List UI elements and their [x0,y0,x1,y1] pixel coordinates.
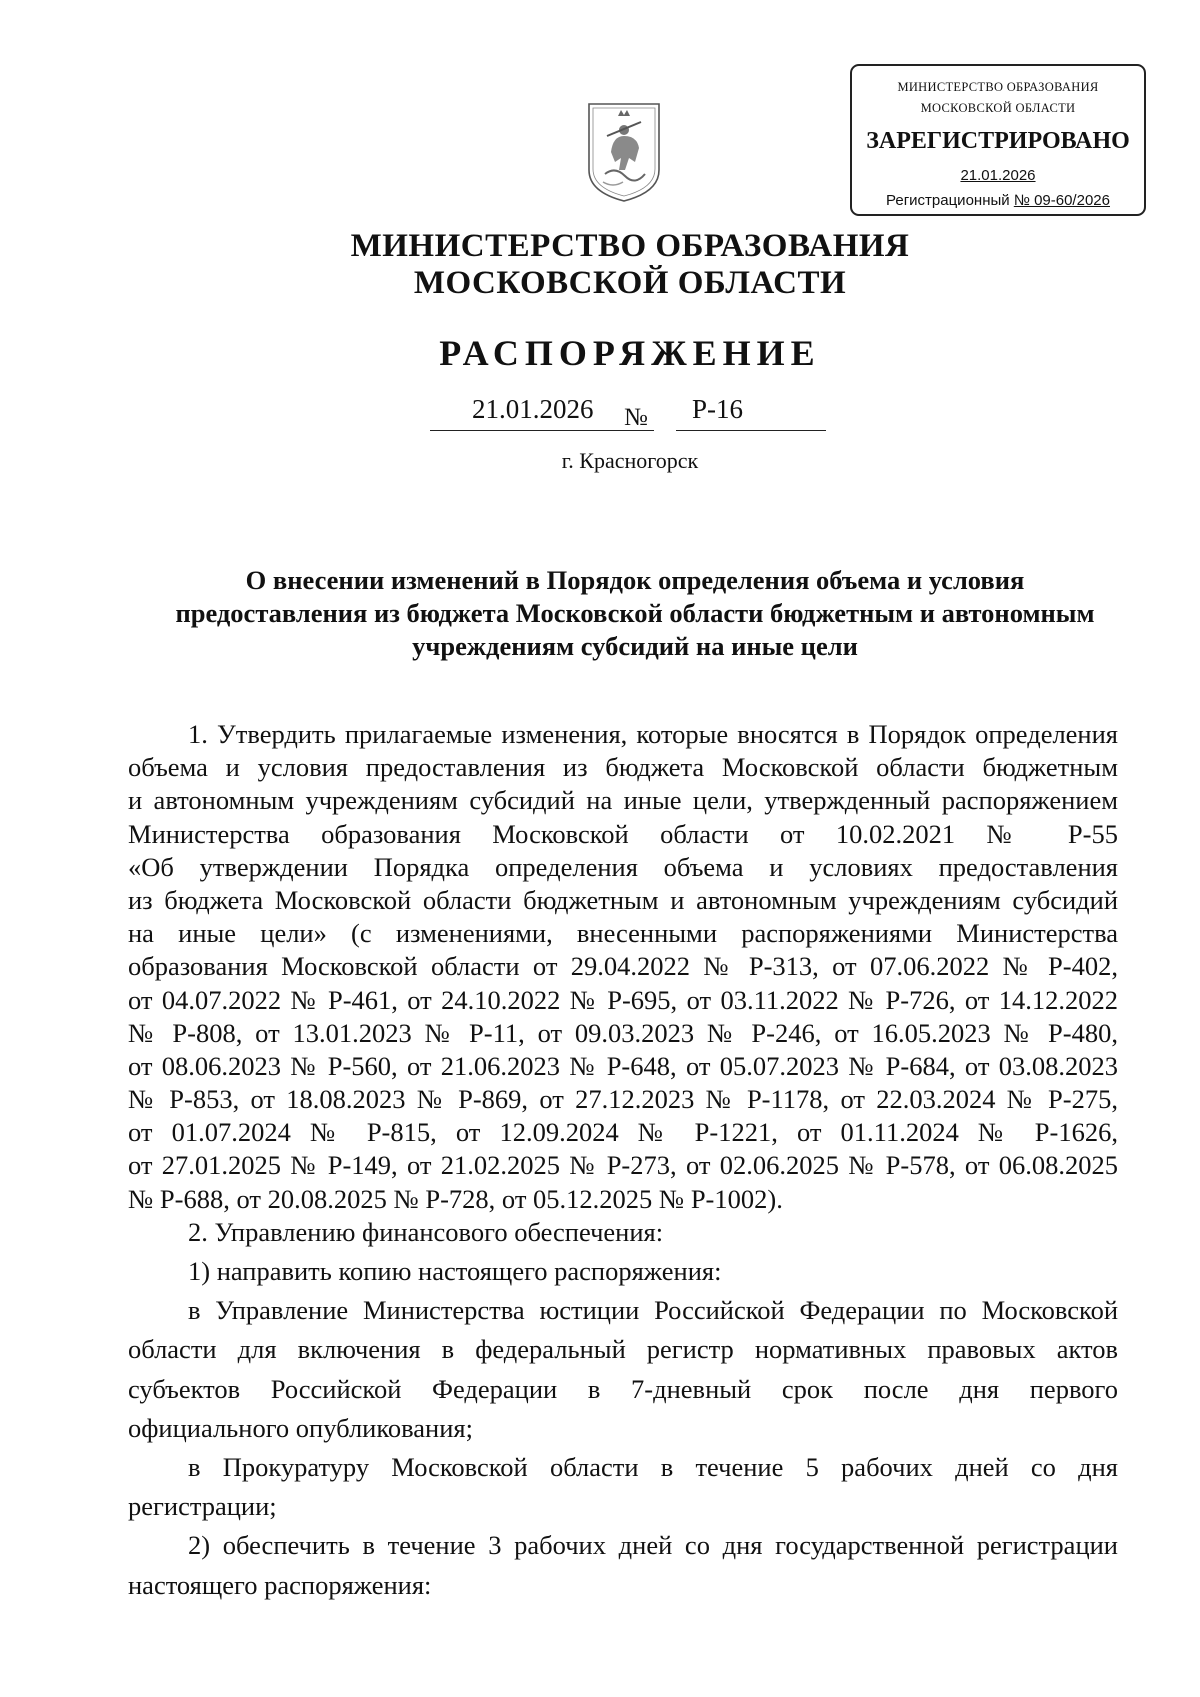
stamp-org-line1: МИНИСТЕРСТВО ОБРАЗОВАНИЯ [897,80,1099,94]
paragraph-1-line: от 27.01.2025 № Р-149, от 21.02.2025 № Р-273, от 02.06.2025 № Р-578, от 06.08.2025 [128,1150,1118,1181]
stamp-reg-label: Регистрационный [886,192,1014,209]
title-line: О внесении изменений в Порядок определения объема и условия [245,565,1025,595]
paragraph-4-line: области для включения в федеральный регистр нормативных правовых актов [128,1334,1118,1365]
paragraph-1-line: и автономным учреждениям субсидий на иные цели, утвержденный распоряжением [128,785,1118,816]
paragraph-1-line: № Р-688, от 20.08.2025 № Р-728, от 05.12.2025 № Р-1002). [128,1183,783,1214]
paragraph-5-line: в Прокуратуру Московской области в течение 5 рабочих дней со дня [188,1451,1118,1482]
document-type: РАСПОРЯЖЕНИЕ [439,333,821,373]
document-body [128,718,1118,1602]
registration-stamp [850,64,1146,216]
org-name-line1: МИНИСТЕРСТВО ОБРАЗОВАНИЯ [350,228,910,264]
paragraph-1-line: «Об утверждении Порядка определения объема и условиях предоставления [128,851,1118,882]
paragraph-1-line: от 04.07.2022 № Р-461, от 24.10.2022 № Р-695, от 03.11.2022 № Р-726, от 14.12.2022 [128,984,1118,1015]
coat-of-arms-icon [585,100,663,204]
paragraph-4-line: в Управление Министерства юстиции Российской Федерации по Московской [188,1295,1118,1326]
paragraph-1-line: 1. Утвердить прилагаемые изменения, которые вносятся в Порядок определения [188,719,1118,749]
document-title [145,564,1125,663]
document-number-field [676,390,826,431]
paragraph-1-line: из бюджета Московской области бюджетным и автономным учреждениям субсидий [128,884,1118,915]
stamp-date: 21.01.2026 [960,167,1036,184]
paragraph-6-line: 2) обеспечить в течение 3 рабочих дней со дня государственной регистрации [188,1530,1118,1561]
paragraph-4-line: субъектов Российской Федерации в 7-дневный срок после дня первого [128,1373,1118,1404]
paragraph-5-line: регистрации; [128,1491,277,1522]
stamp-org-line2: МОСКОВСКОЙ ОБЛАСТИ [920,101,1076,115]
paragraph-4-line: официального опубликования; [128,1412,473,1443]
title-line: предоставления из бюджета Московской области бюджетным и автономным [175,598,1095,628]
title-line: учреждениям субсидий на иные цели [412,631,858,661]
paragraph-6-line: настоящего распоряжения: [128,1569,432,1600]
paragraph-2: 2. Управлению финансового обеспечения: [188,1216,664,1247]
number-sign: № [624,404,648,431]
document-number: Р-16 [692,394,744,424]
org-name-line2: МОСКОВСКОЙ ОБЛАСТИ [413,265,847,301]
paragraph-1-line: на иные цели» (с изменениями, внесенными распоряжениями Министерства [128,918,1118,949]
document-date-field [430,390,654,431]
paragraph-1-line: № Р-853, от 18.08.2023 № Р-869, от 27.12.2023 № Р-1178, от 22.03.2024 № Р-275, [128,1084,1118,1115]
city: г. Красногорск [561,448,699,473]
paragraph-1-line: образования Московской области от 29.04.2022 № Р-313, от 07.06.2022 № Р-402, [128,951,1118,982]
document-date: 21.01.2026 [472,394,594,424]
paragraph-1-line: от 01.07.2024 № Р-815, от 12.09.2024 № Р-1221, от 01.11.2024 № Р-1626, [128,1117,1118,1148]
paragraph-3: 1) направить копию настоящего распоряжения: [188,1256,722,1286]
paragraph-1-line: объема и условия предоставления из бюджета Московской области бюджетным [128,752,1118,783]
stamp-reg-number: № 09-60/2026 [1013,192,1110,209]
paragraph-1-line: от 08.06.2023 № Р-560, от 21.06.2023 № Р-648, от 05.07.2023 № Р-684, от 03.08.2023 [128,1050,1118,1081]
paragraph-1-line: Министерства образования Московской области от 10.02.2021 № Р-55 [128,818,1118,849]
paragraph-1-line: № Р-808, от 13.01.2023 № Р-11, от 09.03.2023 № Р-246, от 16.05.2023 № Р-480, [128,1017,1118,1048]
stamp-status: ЗАРЕГИСТРИРОВАНО [866,128,1130,154]
